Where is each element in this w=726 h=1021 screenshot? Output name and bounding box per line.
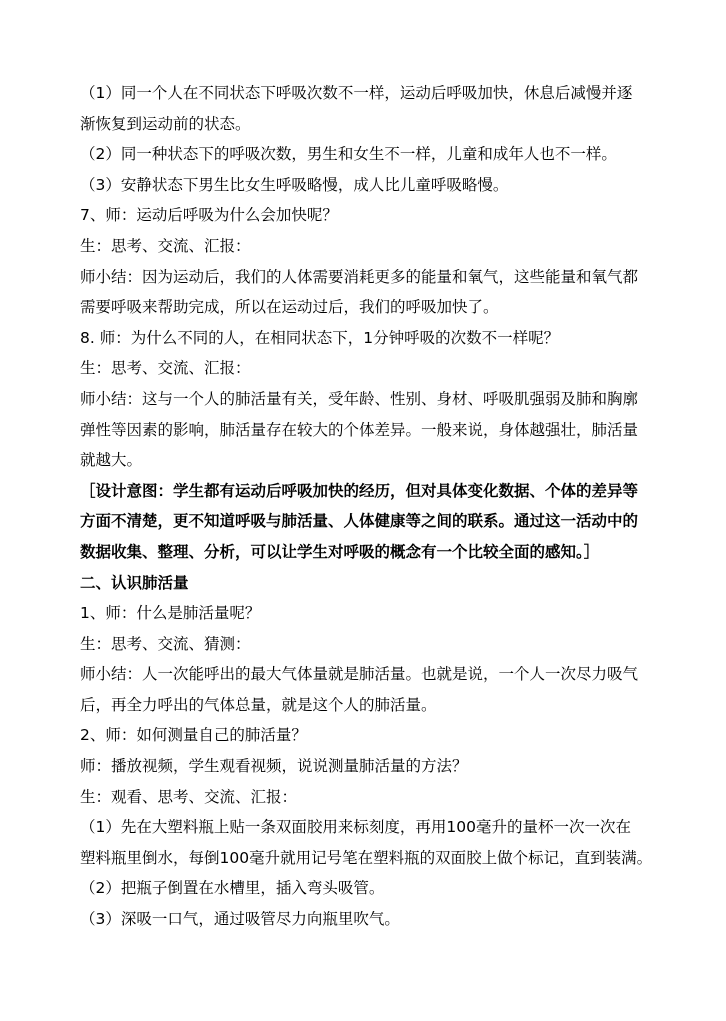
text-line: （2）把瓶子倒置在水槽里，插入弯头吸管。 [80, 879, 385, 898]
text-line: 1、师：什么是肺活量呢？ [80, 604, 261, 623]
text-line: 师小结：因为运动后，我们的人体需要消耗更多的能量和氧气，这些能量和氧气都 [80, 267, 639, 286]
text-line: 塑料瓶里倒水，每倒100毫升就用记号笔在塑料瓶的双面胶上做个标记，直到装满。 [80, 848, 653, 867]
text-line: 后，再全力呼出的气体总量，就是这个人的肺活量。 [80, 695, 437, 714]
text-line: 2、师：如何测量自己的肺活量？ [80, 726, 307, 745]
text-line: 就越大。 [80, 451, 143, 470]
text-line: 生：观看、思考、交流、汇报： [80, 787, 298, 806]
text-line: 生：思考、交流、汇报： [80, 359, 251, 378]
text-line: 生：思考、交流、汇报： [80, 236, 251, 255]
text-line: （3）安静状态下男生比女生呼吸略慢，成人比儿童呼吸略慢。 [80, 175, 509, 194]
text-line: 师：播放视频，学生观看视频，说说测量肺活量的方法？ [80, 757, 468, 776]
text-line: （1）同一个人在不同状态下呼吸次数不一样，运动后呼吸加快，休息后减慢并逐 [80, 84, 633, 102]
text-line: 需要呼吸来帮助完成，所以在运动过后，我们的呼吸加快了。 [80, 298, 499, 317]
text-line: （1）先在大塑料瓶上贴一条双面胶用来标刻度，再用100毫升的量杯一次一次在 [80, 818, 631, 837]
text-line: 渐恢复到运动前的状态。 [80, 114, 251, 133]
design-intent-line: 数据收集、整理、分析，可以让学生对呼吸的概念有一个比较全面的感知。］ [80, 542, 600, 561]
text-line: 师小结：人一次能呼出的最大气体量就是肺活量。也就是说，一个人一次尽力吸气 [80, 665, 639, 684]
document-body [80, 78, 660, 935]
section-heading: 二、认识肺活量 [80, 573, 189, 592]
text-line: 生：思考、交流、猜测： [80, 634, 251, 653]
design-intent-line: 方面不清楚，更不知道呼吸与肺活量、人体健康等之间的联系。通过这一活动中的 [80, 512, 639, 531]
text-line: 师小结：这与一个人的肺活量有关，受年龄、性别、身材、呼吸肌强弱及肺和胸廓 [80, 389, 639, 408]
text-line: 弹性等因素的影响，肺活量存在较大的个体差异。一般来说，身体越强壮，肺活量 [80, 420, 639, 439]
text-line: （3）深吸一口气，通过吸管尽力向瓶里吹气。 [80, 910, 400, 929]
text-line: 7、师：运动后呼吸为什么会加快呢？ [80, 206, 338, 225]
design-intent-line: ［设计意图：学生都有运动后呼吸加快的经历，但对具体变化数据、个体的差异等 [80, 481, 639, 500]
text-line: （2）同一种状态下的呼吸次数，男生和女生不一样，儿童和成年人也不一样。 [80, 145, 617, 164]
text-line: 8. 师：为什么不同的人，在相同状态下，1分钟呼吸的次数不一样呢？ [80, 328, 560, 347]
